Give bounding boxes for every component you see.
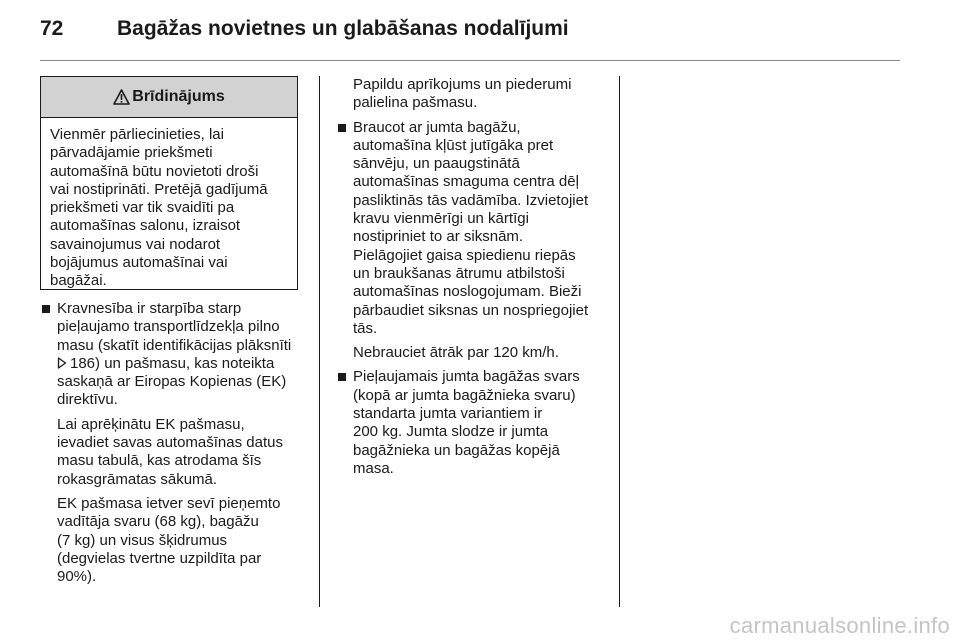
warning-header	[41, 77, 297, 118]
text-line: (degvielas tvertne uzpildīta par	[57, 549, 262, 567]
warning-line: priekšmeti var tik svaidīti pa	[50, 199, 235, 217]
text-line: Nebrauciet ātrāk par 120 km/h.	[353, 344, 559, 362]
text-line: nostipriniet to ar siksnām.	[353, 228, 524, 246]
text-line: saskaņā ar Eiropas Kopienas (EK)	[57, 373, 287, 391]
warning-title: Brīdinājums	[132, 88, 225, 105]
text-line: (7 kg) un visus šķidrumus	[57, 531, 228, 549]
text-line: automašīna kļūst jutīgāka pret	[353, 136, 554, 154]
paragraph-calculate	[40, 416, 310, 489]
text-line: Pieļaujamais jumta bagāžas svars	[353, 368, 580, 386]
bullet-item-payload	[40, 300, 310, 410]
paragraph-ec-mass	[40, 495, 310, 586]
text-line: vadītāja svaru (68 kg), bagāžu	[57, 513, 259, 531]
warning-line: savainojumus vai nodarot	[50, 235, 221, 253]
text-line: pārbaudiet siksnas un nospriegojiet	[353, 301, 589, 319]
text-line: kravu vienmērīgi un kārtīgi	[353, 210, 529, 228]
page-title: Bagāžas novietnes un glabāšanas nodalījumi	[117, 17, 569, 40]
warning-triangle-icon	[113, 89, 130, 105]
text-line: automašīnas smaguma centra dēļ	[353, 173, 579, 191]
bullet-item-roof-load	[336, 119, 616, 339]
text-line: palielina pašmasu.	[353, 94, 478, 112]
text-line: pieļaujamo transportlīdzekļa pilno	[57, 318, 280, 336]
watermark: carmanualsonline.info	[729, 613, 950, 638]
text-line: tās.	[353, 319, 378, 337]
bullet-item-roof-weight	[336, 368, 616, 478]
text-line: pasliktinās tās vadāmība. Izvietojiet	[353, 191, 589, 209]
text-line: 90%).	[57, 568, 97, 586]
page-number: 72	[40, 17, 64, 40]
text-line-with-reference	[57, 355, 310, 373]
warning-line: pārvadājamie priekšmeti	[50, 144, 213, 162]
text-line: ievadiet savas automašīnas datus	[57, 434, 283, 452]
text-line: masu (skatīt identifikācijas plāksnīti	[57, 336, 292, 354]
warning-line: Vienmēr pārliecinieties, lai	[50, 126, 224, 143]
column-1-text	[40, 300, 310, 586]
text-line: sānvēju, un paaugstinātā	[353, 155, 520, 173]
text-line: automašīnas noslogojumam. Bieži	[353, 283, 582, 301]
text-line: masu tabulā, kas atrodama šīs	[57, 452, 262, 470]
text-line: standarta jumta variantiem ir	[353, 405, 543, 423]
paragraph-accessories	[336, 76, 616, 113]
reference-arrow-icon[interactable]	[57, 357, 67, 369]
text-line: direktīvu.	[57, 391, 118, 409]
warning-line: bagāžai.	[50, 272, 107, 290]
column-divider-right	[619, 76, 620, 607]
column-2-text	[336, 76, 616, 478]
page-reference-text: 186) un pašmasu, kas noteikta	[70, 354, 275, 372]
paragraph-speed-limit	[336, 344, 616, 362]
warning-text	[41, 118, 297, 291]
warning-line: vai nostiprināti. Pretējā gadījumā	[50, 180, 268, 198]
column-divider-left	[319, 76, 320, 607]
text-line: Pielāgojiet gaisa spiedienu riepās	[353, 246, 576, 264]
text-line: bagāžnieka un bagāžas kopējā	[353, 441, 560, 459]
square-bullet-icon	[338, 373, 346, 381]
square-bullet-icon	[42, 305, 50, 313]
text-line: masa.	[353, 459, 394, 477]
warning-line: automašīnā būtu novietoti droši	[50, 162, 259, 180]
text-line: Lai aprēķinātu EK pašmasu,	[57, 415, 245, 433]
text-line: Papildu aprīkojums un piederumi	[353, 76, 572, 93]
text-line: un braukšanas ātrumu atbilstoši	[353, 264, 565, 282]
header-rule	[40, 60, 900, 61]
square-bullet-icon	[338, 124, 346, 132]
text-line: Kravnesība ir starpība starp	[57, 300, 242, 317]
warning-box	[40, 76, 298, 290]
text-line: (kopā ar jumta bagāžnieka svaru)	[353, 386, 576, 404]
text-line: rokasgrāmatas sākumā.	[57, 470, 218, 488]
text-line: Braucot ar jumta bagāžu,	[353, 118, 521, 136]
warning-line: automašīnas salonu, izraisot	[50, 217, 241, 235]
text-line: EK pašmasa ietver sevī pieņemto	[57, 494, 281, 512]
text-line: 200 kg. Jumta slodze ir jumta	[353, 423, 549, 441]
warning-line: bojājumus automašīnai vai	[50, 254, 228, 272]
